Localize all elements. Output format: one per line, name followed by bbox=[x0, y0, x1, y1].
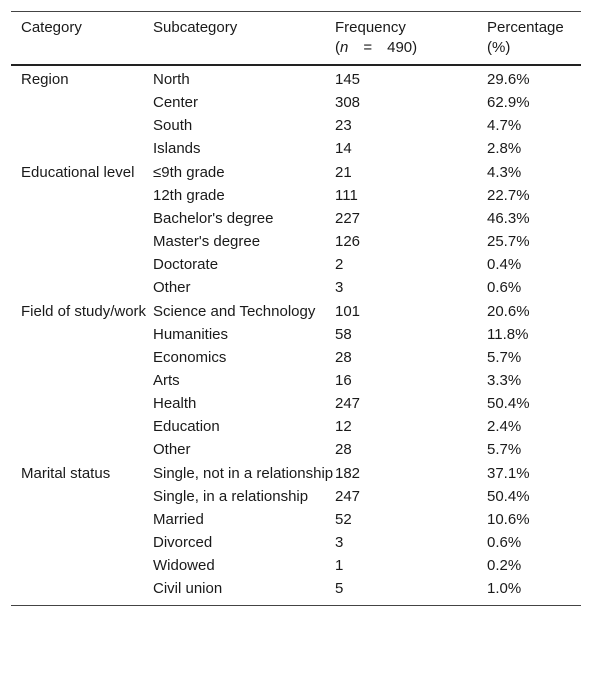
header-percentage-label: Percentage bbox=[487, 19, 564, 36]
subcategory-cell: Other bbox=[153, 441, 191, 458]
table-row bbox=[11, 345, 581, 368]
subcategory-cell: Islands bbox=[153, 140, 201, 157]
table-row bbox=[11, 414, 581, 437]
subcategory-cell: Divorced bbox=[153, 534, 213, 551]
header-frequency-n: n bbox=[340, 39, 349, 56]
subcategory-cell: 12th grade bbox=[153, 187, 225, 204]
header-frequency-open: ( bbox=[335, 39, 340, 56]
frequency-cell: 145 bbox=[335, 71, 361, 88]
frequency-cell: 21 bbox=[335, 164, 352, 181]
table-row bbox=[11, 484, 581, 507]
table-row bbox=[11, 507, 581, 530]
table-row bbox=[11, 322, 581, 345]
subcategory-cell: Science and Technology bbox=[153, 303, 316, 320]
category-cell: Marital status bbox=[21, 465, 111, 482]
table-row bbox=[11, 136, 581, 159]
frequency-cell: 16 bbox=[335, 372, 352, 389]
frequency-cell: 58 bbox=[335, 326, 352, 343]
subcategory-cell: South bbox=[153, 117, 193, 134]
percentage-cell: 4.3% bbox=[487, 164, 522, 181]
percentage-cell: 50.4% bbox=[487, 395, 530, 412]
subcategory-cell: Arts bbox=[153, 372, 180, 389]
category-cell-empty bbox=[11, 484, 153, 507]
percentage-cell: 0.4% bbox=[487, 256, 522, 273]
frequency-cell: 247 bbox=[335, 488, 361, 505]
category-cell-empty bbox=[11, 507, 153, 530]
category-cell-empty bbox=[11, 322, 153, 345]
frequency-cell: 111 bbox=[335, 187, 358, 204]
percentage-cell: 1.0% bbox=[487, 580, 522, 597]
table-row bbox=[11, 530, 581, 553]
percentage-cell: 0.2% bbox=[487, 557, 522, 574]
category-cell-empty bbox=[11, 136, 153, 159]
subcategory-cell: Other bbox=[153, 279, 191, 296]
table-row bbox=[11, 206, 581, 229]
table-body bbox=[11, 65, 581, 606]
category-cell-empty bbox=[11, 530, 153, 553]
table-row bbox=[11, 183, 581, 206]
percentage-cell: 25.7% bbox=[487, 233, 530, 250]
percentage-cell: 5.7% bbox=[487, 349, 522, 366]
frequency-cell: 28 bbox=[335, 441, 352, 458]
table-row bbox=[11, 159, 581, 183]
category-cell-empty bbox=[11, 368, 153, 391]
demographics-table bbox=[11, 11, 581, 606]
percentage-cell: 0.6% bbox=[487, 534, 522, 551]
frequency-cell: 308 bbox=[335, 94, 361, 111]
subcategory-cell: Economics bbox=[153, 349, 227, 366]
category-cell-empty bbox=[11, 229, 153, 252]
percentage-cell: 29.6% bbox=[487, 71, 530, 88]
subcategory-cell: Single, not in a relationship bbox=[153, 465, 334, 482]
subcategory-cell: Widowed bbox=[153, 557, 215, 574]
category-cell-empty bbox=[11, 275, 153, 298]
percentage-cell: 62.9% bbox=[487, 94, 530, 111]
table-row bbox=[11, 65, 581, 90]
category-cell-empty bbox=[11, 414, 153, 437]
frequency-cell: 23 bbox=[335, 117, 352, 134]
percentage-cell: 3.3% bbox=[487, 372, 522, 389]
percentage-cell: 2.8% bbox=[487, 140, 522, 157]
subcategory-cell: ≤9th grade bbox=[153, 164, 225, 181]
category-cell: Educational level bbox=[21, 164, 135, 181]
table-row bbox=[11, 298, 581, 322]
frequency-cell: 1 bbox=[335, 557, 344, 574]
percentage-cell: 10.6% bbox=[487, 511, 530, 528]
frequency-cell: 227 bbox=[335, 210, 361, 227]
category-cell-empty bbox=[11, 345, 153, 368]
subcategory-cell: Single, in a relationship bbox=[153, 488, 309, 505]
subcategory-cell: Humanities bbox=[153, 326, 229, 343]
frequency-cell: 3 bbox=[335, 279, 344, 296]
subcategory-cell: Master's degree bbox=[153, 233, 261, 250]
category-cell-empty bbox=[11, 113, 153, 136]
frequency-cell: 3 bbox=[335, 534, 344, 551]
table-row bbox=[11, 553, 581, 576]
category-cell-empty bbox=[11, 576, 153, 606]
header-frequency bbox=[335, 12, 487, 66]
subcategory-cell: Health bbox=[153, 395, 197, 412]
percentage-cell: 5.7% bbox=[487, 441, 522, 458]
header-category: Category bbox=[11, 12, 153, 66]
table-row bbox=[11, 275, 581, 298]
category-cell-empty bbox=[11, 90, 153, 113]
table-row bbox=[11, 252, 581, 275]
subcategory-cell: Doctorate bbox=[153, 256, 219, 273]
percentage-cell: 37.1% bbox=[487, 465, 530, 482]
table-row bbox=[11, 229, 581, 252]
frequency-cell: 52 bbox=[335, 511, 352, 528]
percentage-cell: 11.8% bbox=[487, 326, 529, 343]
category-cell-empty bbox=[11, 553, 153, 576]
category-cell: Field of study/work bbox=[21, 303, 147, 320]
category-cell: Region bbox=[21, 71, 69, 88]
frequency-cell: 182 bbox=[335, 465, 361, 482]
table-row bbox=[11, 368, 581, 391]
header-subcategory: Subcategory bbox=[153, 12, 335, 66]
category-cell-empty bbox=[11, 252, 153, 275]
frequency-cell: 2 bbox=[335, 256, 344, 273]
percentage-cell: 0.6% bbox=[487, 279, 522, 296]
subcategory-cell: Education bbox=[153, 418, 220, 435]
frequency-cell: 247 bbox=[335, 395, 361, 412]
category-cell-empty bbox=[11, 437, 153, 460]
category-cell-empty bbox=[11, 206, 153, 229]
category-cell-empty bbox=[11, 183, 153, 206]
frequency-cell: 5 bbox=[335, 580, 344, 597]
frequency-cell: 12 bbox=[335, 418, 352, 435]
table-row bbox=[11, 460, 581, 484]
header-row bbox=[11, 12, 581, 66]
category-cell-empty bbox=[11, 391, 153, 414]
header-frequency-label: Frequency bbox=[335, 19, 406, 36]
table-row bbox=[11, 90, 581, 113]
table-row bbox=[11, 576, 581, 606]
subcategory-cell: Civil union bbox=[153, 580, 223, 597]
subcategory-cell: Bachelor's degree bbox=[153, 210, 274, 227]
header-frequency-n-value: 490) bbox=[387, 39, 418, 56]
header-percentage-unit: (%) bbox=[487, 39, 511, 56]
percentage-cell: 20.6% bbox=[487, 303, 530, 320]
percentage-cell: 50.4% bbox=[487, 488, 530, 505]
subcategory-cell: Center bbox=[153, 94, 199, 111]
subcategory-cell: North bbox=[153, 71, 190, 88]
frequency-cell: 28 bbox=[335, 349, 352, 366]
percentage-cell: 46.3% bbox=[487, 210, 530, 227]
frequency-cell: 126 bbox=[335, 233, 361, 250]
table-row bbox=[11, 391, 581, 414]
frequency-cell: 101 bbox=[335, 303, 361, 320]
table-header bbox=[11, 12, 581, 66]
frequency-cell: 14 bbox=[335, 140, 352, 157]
table-row bbox=[11, 437, 581, 460]
header-percentage bbox=[487, 12, 581, 66]
percentage-cell: 2.4% bbox=[487, 418, 522, 435]
percentage-cell: 22.7% bbox=[487, 187, 530, 204]
table-row bbox=[11, 113, 581, 136]
percentage-cell: 4.7% bbox=[487, 117, 522, 134]
subcategory-cell: Married bbox=[153, 511, 204, 528]
header-frequency-eq: = bbox=[363, 39, 373, 56]
